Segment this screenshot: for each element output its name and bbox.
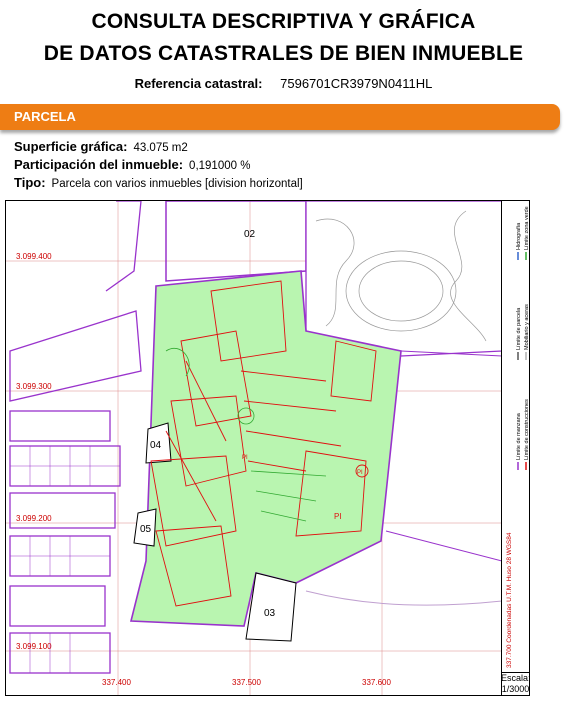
title-line-1: CONSULTA DESCRIPTIVA Y GRÁFICA xyxy=(91,10,476,33)
participacion-row xyxy=(14,157,250,172)
y-tick-label: 3.099.400 xyxy=(16,252,52,261)
ref-label: Referencia catastral: xyxy=(134,76,263,91)
legend-item: Hidrografía xyxy=(516,222,522,250)
parcel-label-02: 02 xyxy=(244,229,256,240)
superficie-value: 43.075 m2 xyxy=(133,142,188,154)
legend-item: Mobiliario y aceras xyxy=(524,304,530,350)
x-tick-label: 337.500 xyxy=(232,678,261,687)
tipo-row xyxy=(14,175,303,190)
map-legend xyxy=(501,200,530,696)
pi-label: PI xyxy=(334,512,342,521)
parcel-label-04: 04 xyxy=(150,440,162,451)
map-svg xyxy=(6,201,502,696)
title-line-2: DE DATOS CATASTRALES DE BIEN INMUEBLE xyxy=(43,42,524,65)
superficie-label: Superficie gráfica: xyxy=(14,139,128,154)
urban-blocks xyxy=(10,201,141,673)
legend-item: Límite de manzana xyxy=(516,413,522,460)
tipo-value: Parcela con varios inmuebles [division horizontal] xyxy=(51,178,303,190)
legend-item: Límite de parcela xyxy=(516,307,522,350)
park-block xyxy=(306,201,502,356)
section-title: PARCELA xyxy=(14,109,76,124)
pi-label: PI xyxy=(242,455,248,461)
y-tick-label: 3.099.300 xyxy=(16,382,52,391)
scale-value: 1/3000 xyxy=(501,684,530,694)
superficie-row xyxy=(14,139,188,154)
street-edges xyxy=(386,351,502,561)
participacion-label: Participación del inmueble: xyxy=(14,157,184,172)
pi-label: PI xyxy=(357,470,363,476)
cadastral-reference xyxy=(0,76,567,91)
road-curve xyxy=(306,591,502,605)
legend-svg xyxy=(502,200,530,672)
x-tick-label: 337.600 xyxy=(362,678,391,687)
x-tick-label: 337.400 xyxy=(102,678,131,687)
tipo-label: Tipo: xyxy=(14,175,46,190)
legend-item: Límite zona verde xyxy=(524,206,530,250)
block-subdivisions xyxy=(10,446,120,673)
legend-item: Límite de construcciones xyxy=(524,399,530,460)
scale-label: Escala: xyxy=(501,673,531,683)
cadastral-map[interactable] xyxy=(5,200,530,696)
section-banner xyxy=(0,104,560,130)
scale-box xyxy=(501,672,530,696)
y-tick-label: 3.099.200 xyxy=(16,514,52,523)
legend-coords: 337.700 Coordenadas U.T.M. Huso 28 WGS84 xyxy=(506,532,513,668)
parcel-label-03: 03 xyxy=(264,608,276,619)
y-tick-label: 3.099.100 xyxy=(16,642,52,651)
parcel-label-05: 05 xyxy=(140,524,152,535)
parcel-02-outline xyxy=(166,201,306,281)
participacion-value: 0,191000 % xyxy=(189,160,251,172)
ref-value[interactable]: 7596701CR3979N0411HL xyxy=(280,76,433,91)
